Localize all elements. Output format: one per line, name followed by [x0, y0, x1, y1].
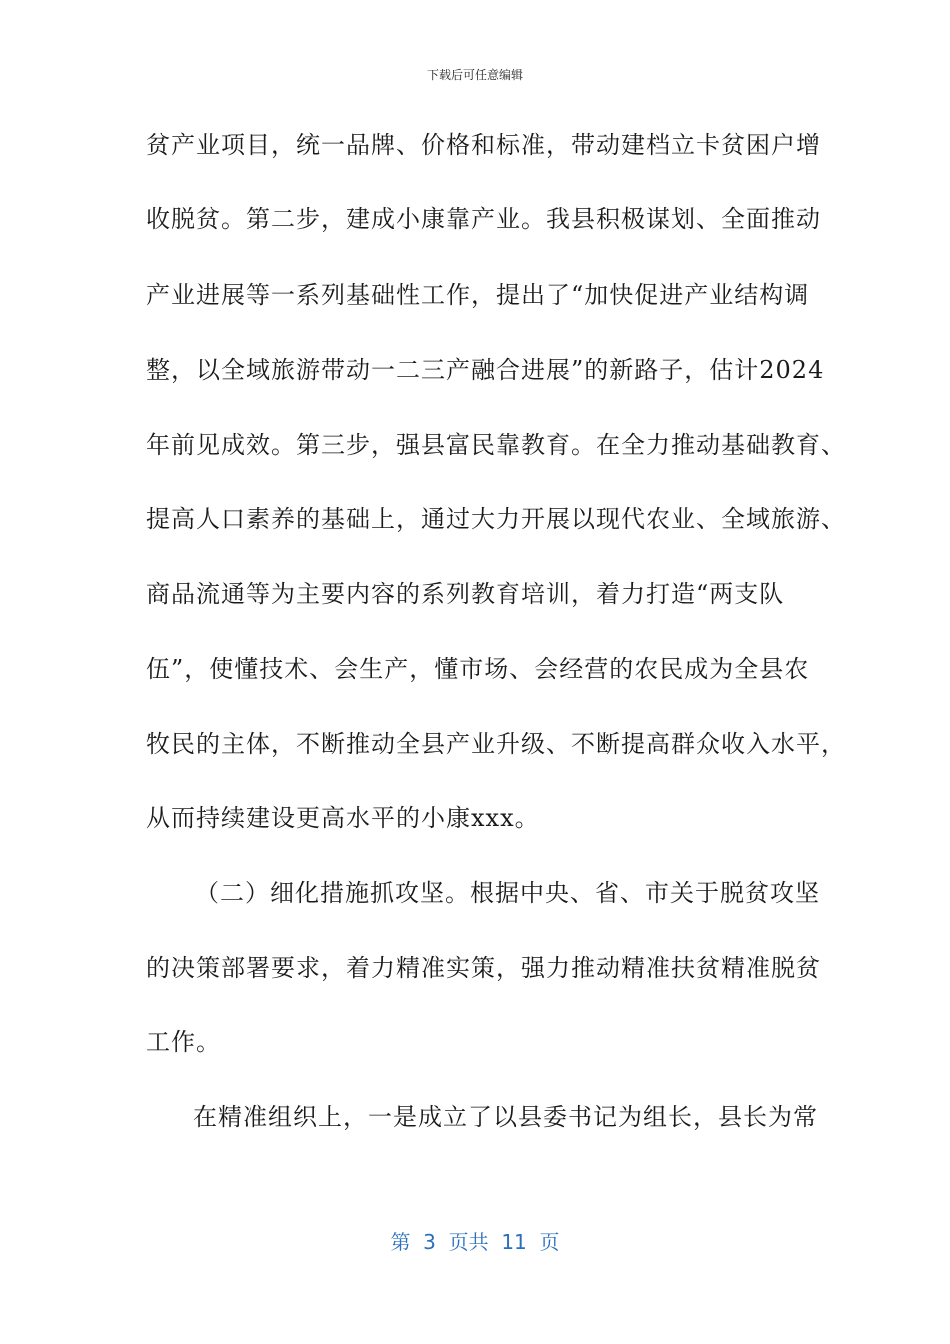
- body-line: 的决策部署要求，着力精准实策，强力推动精准扶贫精准脱贫: [146, 954, 821, 982]
- page-footer: 第 3 页共 11 页: [390, 1230, 560, 1254]
- body-line: 在精准组织上，一是成立了以县委书记为组长，县长为常: [193, 1103, 818, 1131]
- body-line: 收脱贫。第二步，建成小康靠产业。我县积极谋划、全面推动: [146, 205, 821, 233]
- body-line: 提高人口素养的基础上，通过大力开展以现代农业、全域旅游、: [146, 505, 846, 533]
- body-line: 整，以全域旅游带动一二三产融合进展”的新路子，估计2024: [146, 356, 825, 384]
- body-line: 工作。: [146, 1028, 221, 1056]
- body-line: 商品流通等为主要内容的系列教育培训，着力打造“两支队: [146, 580, 785, 608]
- body-line: 伍”，使懂技术、会生产，懂市场、会经营的农民成为全县农: [146, 655, 810, 683]
- body-line: 牧民的主体，不断推动全县产业升级、不断提高群众收入水平，: [146, 730, 846, 758]
- page-header-note: 下载后可任意编辑: [426, 68, 523, 82]
- body-line: 贫产业项目，统一品牌、价格和标准，带动建档立卡贫困户增: [146, 131, 821, 159]
- body-line: 年前见成效。第三步，强县富民靠教育。在全力推动基础教育、: [146, 431, 846, 459]
- body-line: 产业进展等一系列基础性工作，提出了“加快促进产业结构调: [146, 281, 810, 309]
- body-line: （二）细化措施抓攻坚。根据中央、省、市关于脱贫攻坚: [195, 879, 820, 907]
- body-line: 从而持续建设更高水平的小康xxx。: [146, 804, 540, 832]
